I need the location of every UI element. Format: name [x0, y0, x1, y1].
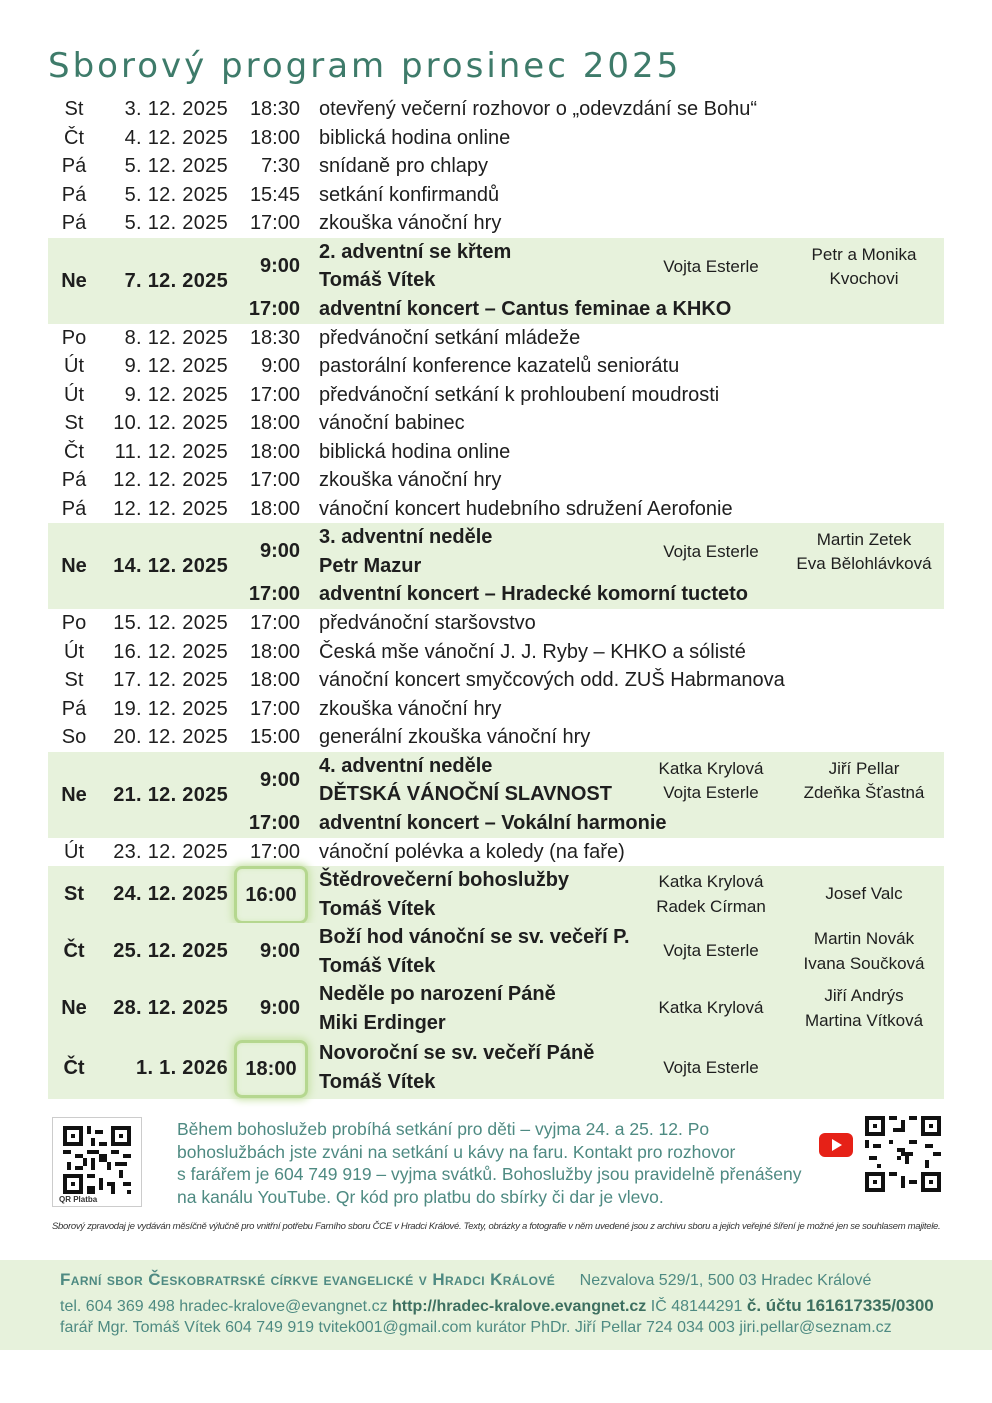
day: Čt [64, 440, 84, 463]
service-helper: Martin Zetek [816, 530, 912, 549]
holiday-block [48, 1037, 944, 1099]
day: St [64, 669, 84, 691]
service-title: 3. adventní neděle [319, 526, 493, 548]
day: Čt [63, 940, 85, 962]
day: Út [64, 383, 84, 406]
account-number: 161617335/0300 [806, 1296, 934, 1315]
footer-line: s farářem je 604 749 919 – vyjma svátků. Bohoslužby jsou pravidelně přenášeny [177, 1164, 802, 1184]
schedule-table [48, 95, 944, 1099]
contact-line-3: farář Mgr. Tomáš Vítek 604 749 919 tvitek001@gmail.com kurátor PhDr. Jiří Pellar 724 034 003 jiri.pellar@seznam.cz [60, 1319, 892, 1336]
account-label: č. účtu [746, 1296, 802, 1315]
schedule-row [48, 438, 944, 467]
day: St [64, 98, 84, 120]
date: 15. 12. 2025 [113, 612, 228, 634]
schedule-row [48, 152, 944, 181]
date: 12. 12. 2025 [113, 497, 228, 520]
event: otevřený večerní rozhovor o „odevzdání se Bohu“ [319, 98, 758, 120]
footer-line: bohoslužbách jste zváni na setkání u kávy na faru. Kontakt pro rozhovor [177, 1141, 736, 1162]
event: snídaně pro chlapy [319, 155, 489, 177]
date: 10. 12. 2025 [113, 412, 228, 434]
event: Česká mše vánoční J. J. Ryby – KHKO a sólisté [319, 640, 746, 663]
date: 23. 12. 2025 [113, 840, 228, 863]
organist: Vojta Esterle [663, 542, 759, 561]
day: Pá [61, 697, 87, 720]
time: 18:00 [249, 640, 300, 663]
event: setkání konfirmandů [319, 183, 500, 206]
date: 7. 12. 2025 [124, 269, 228, 292]
date: 3. 12. 2025 [124, 98, 228, 120]
footer-info [177, 1118, 849, 1208]
date: 4. 12. 2025 [124, 126, 228, 149]
preacher: Tomáš Vítek [319, 954, 436, 977]
day: Po [61, 612, 87, 634]
time: 17:00 [248, 811, 300, 834]
date: 28. 12. 2025 [113, 997, 228, 1019]
sunday-block [48, 523, 944, 609]
date: 8. 12. 2025 [124, 326, 228, 349]
time: 18:00 [249, 412, 300, 434]
organist: Vojta Esterle [663, 941, 759, 960]
preacher: Tomáš Vítek [319, 1071, 436, 1093]
day: Út [64, 355, 84, 377]
schedule-row [48, 466, 944, 495]
time-highlight [234, 1040, 308, 1098]
holiday-block [48, 866, 944, 923]
day: St [64, 412, 84, 434]
time-highlight [234, 866, 308, 924]
time: 18:30 [249, 326, 300, 349]
service-title: 2. adventní se křtem [319, 240, 512, 263]
event: biblická hodina online [319, 126, 511, 149]
event: předvánoční setkání k prohloubení moudrosti [319, 383, 720, 406]
date: 5. 12. 2025 [124, 183, 228, 206]
schedule-row [48, 638, 944, 667]
holiday-block [48, 980, 944, 1037]
date: 5. 12. 2025 [124, 212, 228, 234]
date: 9. 12. 2025 [124, 355, 228, 377]
day: Pá [61, 212, 87, 234]
organist: Katka Krylová [658, 998, 764, 1017]
time: 18:00 [249, 126, 300, 149]
service-helper: Jiří Andrýs [824, 986, 904, 1005]
schedule-row [48, 95, 944, 124]
schedule-row [48, 209, 944, 238]
time: 9:00 [259, 254, 300, 277]
event: vánoční babinec [319, 412, 465, 434]
day: Pá [61, 469, 87, 491]
date: 11. 12. 2025 [114, 440, 228, 463]
service-helper: Martin Novák [813, 929, 915, 948]
date: 21. 12. 2025 [113, 783, 228, 806]
day: Čt [64, 126, 84, 149]
day: Pá [61, 155, 87, 177]
event: biblická hodina online [319, 440, 511, 463]
contact-footer [0, 1260, 992, 1350]
time: 17:00 [249, 383, 300, 406]
qr-code-icon [63, 1126, 131, 1194]
day: Út [64, 640, 84, 663]
day: Ne [61, 269, 87, 292]
service-helper: Ivana Součková [803, 954, 925, 973]
event: zkouška vánoční hry [319, 212, 502, 234]
qr-code-icon[interactable] [865, 1116, 941, 1192]
preacher: Miki Erdinger [319, 1011, 446, 1034]
date: 25. 12. 2025 [113, 940, 228, 962]
event: zkouška vánoční hry [319, 469, 502, 491]
contact-line-1 [60, 1270, 871, 1290]
preacher: Tomáš Vítek [319, 897, 436, 920]
concert: adventní koncert – Hradecké komorní tucteto [319, 583, 749, 605]
ic-number: IČ 48144291 [650, 1298, 743, 1315]
service-title: Neděle po narození Páně [319, 983, 556, 1005]
time: 15:45 [249, 183, 300, 206]
service-helper: Eva Bělohlávková [796, 554, 932, 573]
time: 9:00 [261, 355, 300, 377]
time: 18:00 [249, 497, 300, 520]
schedule-row [48, 124, 944, 153]
time: 17:00 [248, 297, 300, 320]
date: 14. 12. 2025 [113, 555, 228, 577]
day: Ne [61, 555, 87, 577]
organist: Vojta Esterle [663, 256, 759, 276]
qr-label: QR Platba [59, 1195, 98, 1204]
service-title: Novoroční se sv. večeří Páně [319, 1042, 595, 1064]
preacher: Tomáš Vítek [319, 269, 436, 291]
date: 19. 12. 2025 [113, 697, 228, 720]
preacher: DĚTSKÁ VÁNOČNÍ SLAVNOST [319, 783, 612, 805]
sunday-block [48, 752, 944, 838]
service-title: Boží hod vánoční se sv. večeří P. [319, 926, 630, 948]
date: 16. 12. 2025 [113, 640, 228, 663]
schedule-row [48, 838, 944, 867]
schedule-row [48, 723, 944, 752]
date: 1. 1. 2026 [136, 1057, 228, 1079]
date: 12. 12. 2025 [113, 469, 228, 491]
schedule-row [48, 381, 944, 410]
concert: adventní koncert – Vokální harmonie [319, 811, 667, 834]
day: St [64, 883, 84, 905]
date: 17. 12. 2025 [113, 669, 228, 691]
time: 9:00 [259, 997, 300, 1019]
event: předvánoční staršovstvo [319, 612, 536, 634]
organist: Katka Krylová [658, 872, 764, 891]
youtube-icon[interactable] [819, 1133, 853, 1157]
organist: Katka Krylová [658, 758, 764, 778]
date: 20. 12. 2025 [113, 726, 228, 748]
date: 5. 12. 2025 [124, 155, 228, 177]
event: pastorální konference kazatelů seniorátu [319, 355, 680, 377]
day: Ne [61, 997, 87, 1019]
time: 17:00 [249, 697, 300, 720]
schedule-row [48, 609, 944, 638]
day: Čt [63, 1057, 85, 1079]
event: předvánoční setkání mládeže [319, 326, 581, 349]
organist: Vojta Esterle [663, 1058, 759, 1077]
footer-line: na kanálu YouTube. Qr kód pro platbu do sbírky či dar je vlevo. [177, 1186, 664, 1207]
schedule-row [48, 324, 944, 353]
time: 9:00 [259, 768, 300, 791]
service-helper: Zdeňka Šťastná [803, 782, 925, 802]
schedule-row [48, 352, 944, 381]
service-helper: Petr a Monika [811, 244, 917, 264]
day: Po [61, 326, 87, 349]
footer-line: Během bohoslužeb probíhá setkání pro děti – vyjma 24. a 25. 12. Po [177, 1119, 710, 1139]
service-helper: Jiří Pellar [828, 758, 900, 778]
concert: adventní koncert – Cantus feminae a KHKO [319, 297, 732, 320]
date: 24. 12. 2025 [113, 883, 228, 905]
organist: Radek Círman [656, 897, 766, 916]
organist: Vojta Esterle [663, 782, 759, 802]
time: 17:00 [249, 469, 300, 491]
day: Ne [61, 783, 87, 806]
service-helper: Martina Vítková [804, 1011, 924, 1030]
time: 15:00 [249, 726, 300, 748]
event: zkouška vánoční hry [319, 697, 502, 720]
time: 18:00 [249, 669, 300, 691]
day: Út [64, 840, 84, 863]
time: 7:30 [261, 155, 300, 177]
day: Pá [61, 183, 87, 206]
time: 16:00 [245, 884, 297, 906]
schedule-row [48, 181, 944, 210]
time: 17:00 [249, 612, 300, 634]
day: So [61, 726, 87, 748]
address: Nezvalova 529/1, 500 03 Hradec Králové [579, 1272, 872, 1289]
time: 9:00 [259, 940, 300, 962]
time: 17:00 [248, 583, 300, 605]
service-title: Štědrovečerní bohoslužby [319, 869, 570, 891]
schedule-row [48, 666, 944, 695]
time: 18:00 [249, 440, 300, 463]
event: vánoční polévka a koledy (na faře) [319, 840, 625, 863]
day: Pá [61, 497, 87, 520]
event: generální zkouška vánoční hry [319, 726, 591, 748]
time: 18:00 [245, 1058, 297, 1080]
holiday-block [48, 923, 944, 980]
event: vánoční koncert hudebního sdružení Aerofonie [319, 497, 733, 520]
preacher: Petr Mazur [319, 554, 422, 577]
date: 9. 12. 2025 [124, 383, 228, 406]
time: 9:00 [259, 540, 300, 562]
schedule-row [48, 409, 944, 438]
schedule-row [48, 695, 944, 724]
phone-email[interactable]: tel. 604 369 498 hradec-kralove@evangnet.cz [60, 1298, 388, 1315]
event: vánoční koncert smyčcových odd. ZUŠ Habrmanova [319, 669, 785, 691]
service-helper: Kvochovi [829, 268, 899, 288]
time: 18:30 [249, 98, 300, 120]
contact-line-2 [60, 1296, 934, 1316]
website-link[interactable]: http://hradec-kralove.evangnet.cz [392, 1298, 647, 1315]
schedule-row [48, 495, 944, 524]
time: 17:00 [249, 212, 300, 234]
time: 17:00 [249, 840, 300, 863]
organization-name: Farní sbor Českobratrské církve evangelické v Hradci Králové [60, 1270, 556, 1289]
page-title: Sborový program prosinec 2025 [48, 46, 682, 86]
service-helper: Josef Valc [825, 884, 903, 903]
sunday-block [48, 238, 944, 324]
qr-payment [52, 1117, 142, 1207]
service-title: 4. adventní neděle [319, 754, 493, 777]
disclaimer: Sborový zpravodaj je vydáván měsíčně výlučně pro vnitřní potřebu Farního sboru ČCE v Hradci Králové. Texty, obrázky a fotografie v něm uvedené jsou z archivu sboru a jejich veřejné šíření je možné jen se souhlasem majitele. [52, 1221, 941, 1232]
